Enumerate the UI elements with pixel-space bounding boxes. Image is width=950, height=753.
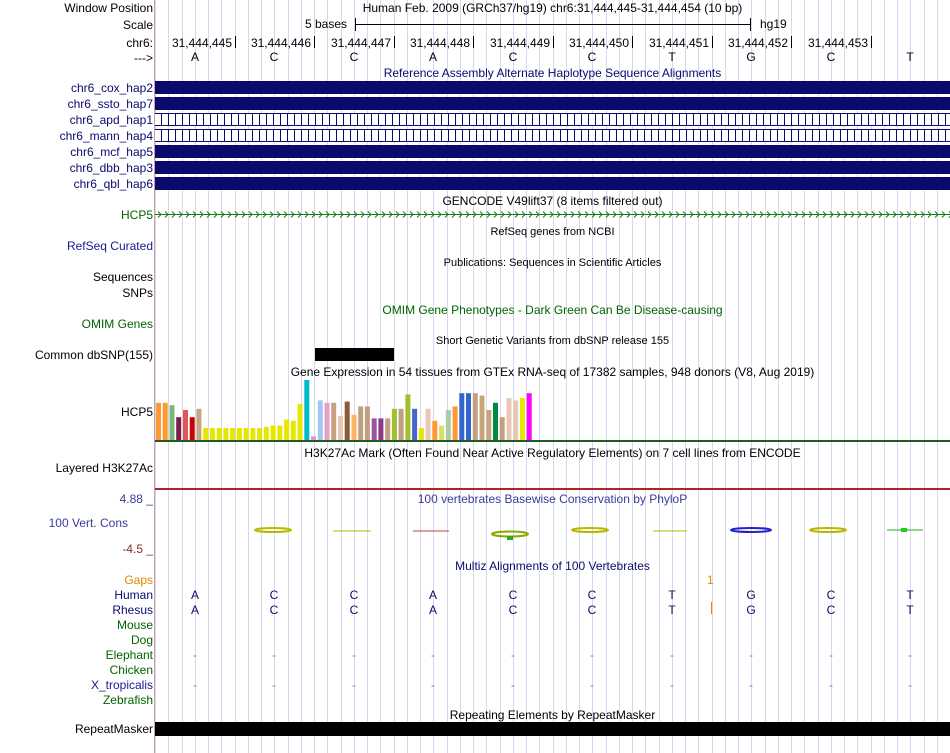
- gtex-tissue-bar[interactable]: [264, 427, 269, 440]
- gtex-tissue-bar[interactable]: [277, 426, 282, 440]
- alignment-base: C: [587, 603, 597, 617]
- reference-base: T: [668, 50, 676, 64]
- alignment-base: C: [349, 603, 359, 617]
- hap-bar-mann[interactable]: [155, 129, 950, 142]
- ruler-position: 31,444,450: [568, 36, 629, 50]
- phylop-mark-1: [255, 528, 291, 532]
- phylop-mark-5: [572, 528, 608, 532]
- hap-bar-ssto[interactable]: [155, 97, 950, 110]
- scale-bar-left: [355, 18, 356, 31]
- alignment-base: -: [749, 678, 753, 692]
- gtex-tissue-bar[interactable]: [405, 394, 410, 440]
- gtex-tissue-bar[interactable]: [331, 403, 336, 440]
- gtex-tissue-bar[interactable]: [358, 406, 363, 440]
- gtex-tissue-bar[interactable]: [493, 403, 498, 440]
- omim-label[interactable]: OMIM Genes: [81, 317, 153, 331]
- hap-label-apd[interactable]: chr6_apd_hap1: [69, 113, 153, 127]
- refseq-title[interactable]: RefSeq genes from NCBI: [490, 226, 615, 238]
- hap-label-ssto[interactable]: chr6_ssto_hap7: [67, 97, 153, 111]
- ruler-tick: [314, 36, 315, 48]
- gtex-tissue-bar[interactable]: [217, 428, 222, 440]
- gtex-tissue-bar[interactable]: [378, 418, 383, 440]
- gtex-tissue-bar[interactable]: [223, 428, 228, 440]
- gtex-tissue-bar[interactable]: [203, 428, 208, 440]
- species-label-mouse[interactable]: Mouse: [116, 618, 153, 632]
- reference-base: C: [269, 50, 279, 64]
- alignment-base: T: [906, 603, 914, 617]
- repeatmasker-title[interactable]: Repeating Elements by RepeatMasker: [449, 708, 656, 722]
- snps-label[interactable]: SNPs: [122, 286, 153, 300]
- ruler-position: 31,444,453: [807, 36, 868, 50]
- gtex-tissue-bar[interactable]: [513, 400, 518, 440]
- ruler-tick: [235, 36, 236, 48]
- gtex-tissue-bar[interactable]: [237, 428, 242, 440]
- ruler-position: 31,444,452: [727, 36, 788, 50]
- window-position-label: Window Position: [64, 1, 153, 15]
- phylop-mark-8: [810, 528, 846, 532]
- gtex-tissue-bar[interactable]: [392, 409, 397, 440]
- chrom-label: chr6:: [126, 36, 153, 50]
- hap-label-cox[interactable]: chr6_cox_hap2: [70, 81, 153, 95]
- alignment-base: -: [908, 648, 912, 662]
- gtex-tissue-bar[interactable]: [459, 393, 464, 440]
- gtex-tissue-bar[interactable]: [466, 393, 471, 440]
- alignment-base: C: [508, 588, 518, 602]
- multiz-title[interactable]: Multiz Alignments of 100 Vertebrates: [455, 559, 650, 573]
- conservation-label[interactable]: 100 Vert. Cons: [48, 516, 128, 530]
- conservation-title[interactable]: 100 vertebrates Basewise Conservation by PhyloP: [417, 492, 688, 506]
- gtex-tissue-bar[interactable]: [385, 418, 390, 440]
- gtex-tissue-bar[interactable]: [210, 428, 215, 440]
- gtex-tissue-bar[interactable]: [446, 410, 451, 440]
- reference-base: C: [508, 50, 518, 64]
- hap-label-mcf[interactable]: chr6_mcf_hap5: [70, 145, 153, 159]
- gtex-tissue-bar[interactable]: [318, 400, 323, 440]
- ruler-position: 31,444,447: [330, 36, 391, 50]
- gaps-label[interactable]: Gaps: [124, 573, 153, 587]
- alignment-base: C: [826, 603, 836, 617]
- ruler-tick: [553, 36, 554, 48]
- gtex-title[interactable]: Gene Expression in 54 tissues from GTEx RNA-seq of 17382 samples, 948 donors (V8, Aug 2019): [290, 365, 815, 379]
- scale-label: Scale: [122, 18, 153, 32]
- gtex-tissue-bar[interactable]: [325, 403, 330, 440]
- dbsnp-label[interactable]: Common dbSNP(155): [34, 348, 153, 362]
- alignment-base: -: [511, 648, 515, 662]
- gtex-tissue-bar[interactable]: [298, 404, 303, 440]
- alignment-base: T: [668, 603, 676, 617]
- h3k27ac-title[interactable]: H3K27Ac Mark (Often Found Near Active Regulatory Elements) on 7 cell lines from ENCODE: [304, 446, 801, 460]
- ruler-position: 31,444,449: [489, 36, 550, 50]
- reference-base: C: [587, 50, 597, 64]
- scale-text: 5 bases: [305, 17, 348, 31]
- window-position-title: Human Feb. 2009 (GRCh37/hg19) chr6:31,444,445-31,444,454 (10 bp): [362, 1, 743, 15]
- scale-bar: [355, 24, 750, 25]
- alt-haplotype-title[interactable]: Reference Assembly Alternate Haplotype Sequence Alignments: [383, 66, 722, 80]
- species-label-rhesus[interactable]: Rhesus: [112, 603, 153, 617]
- gencode-gene-label[interactable]: HCP5: [120, 208, 153, 222]
- ruler-position: 31,444,445: [171, 36, 232, 50]
- alignment-base: C: [826, 588, 836, 602]
- gtex-tissue-bar[interactable]: [338, 416, 343, 440]
- alignment-base: G: [746, 603, 756, 617]
- hap-label-mann[interactable]: chr6_mann_hap4: [59, 129, 153, 143]
- ruler-position: 31,444,451: [648, 36, 709, 50]
- gtex-tissue-bar[interactable]: [419, 428, 424, 440]
- gtex-tissue-bar[interactable]: [230, 428, 235, 440]
- gtex-tissue-bar[interactable]: [432, 421, 437, 440]
- hap-bar-mcf[interactable]: [155, 145, 950, 158]
- gtex-tissue-bar[interactable]: [257, 428, 262, 440]
- gtex-tissue-bar[interactable]: [284, 420, 289, 440]
- reference-base: T: [906, 50, 914, 64]
- alignment-base: C: [269, 603, 279, 617]
- strand-label: --->: [134, 51, 153, 65]
- species-label-dog[interactable]: Dog: [130, 633, 153, 647]
- ruler-tick: [791, 36, 792, 48]
- gtex-tissue-bar[interactable]: [500, 417, 505, 440]
- gap-marker: 1: [707, 573, 714, 587]
- phylop-mark-9b: [901, 528, 907, 532]
- reference-base: A: [190, 50, 199, 64]
- gtex-tissue-bar[interactable]: [520, 398, 525, 440]
- gtex-chart[interactable]: [155, 379, 950, 443]
- gtex-tissue-bar[interactable]: [507, 398, 512, 440]
- gtex-tissue-bar[interactable]: [250, 428, 255, 440]
- alignment-base: -: [590, 678, 594, 692]
- gtex-tissue-bar[interactable]: [291, 421, 296, 440]
- gtex-tissue-bar[interactable]: [176, 417, 181, 440]
- alignment-base: -: [670, 648, 674, 662]
- gtex-tissue-bar[interactable]: [196, 409, 201, 440]
- reference-base: C: [826, 50, 836, 64]
- refseq-label[interactable]: RefSeq Curated: [66, 239, 153, 253]
- alignment-base: A: [428, 603, 437, 617]
- alignment-base: -: [193, 648, 197, 662]
- rhesus-insertion: [711, 602, 712, 614]
- gtex-tissue-bar[interactable]: [190, 417, 195, 440]
- alignment-base: -: [829, 648, 833, 662]
- alignment-base: A: [190, 603, 199, 617]
- gtex-gene-label[interactable]: HCP5: [120, 405, 153, 419]
- gtex-tissue-bar[interactable]: [311, 436, 316, 440]
- h3k27ac-baseline: [155, 488, 950, 490]
- gtex-tissue-bar[interactable]: [527, 393, 532, 440]
- gtex-tissue-bar[interactable]: [372, 418, 377, 440]
- gtex-tissue-bar[interactable]: [439, 426, 444, 440]
- conservation-min: -4.5 _: [122, 542, 153, 556]
- gtex-tissue-bar[interactable]: [426, 409, 431, 440]
- alignment-base: A: [190, 588, 199, 602]
- species-label-zebrafish[interactable]: Zebrafish: [102, 693, 153, 707]
- hap-bar-cox[interactable]: [155, 81, 950, 94]
- scale-bar-right: [750, 18, 751, 31]
- ruler-position: 31,444,446: [250, 36, 311, 50]
- alignment-base: -: [272, 678, 276, 692]
- alignment-base: T: [668, 588, 676, 602]
- ruler-tick: [871, 36, 872, 48]
- alignment-base: G: [746, 588, 756, 602]
- gtex-tissue-bar[interactable]: [486, 410, 491, 440]
- phylop-mark-4b: [507, 536, 513, 540]
- alignment-base: -: [670, 678, 674, 692]
- hap-label-dbb[interactable]: chr6_dbb_hap3: [69, 161, 153, 175]
- phylop-mark-4: [492, 532, 528, 537]
- ruler-tick: [632, 36, 633, 48]
- repeatmasker-bar[interactable]: [155, 722, 950, 736]
- species-label-chicken[interactable]: Chicken: [109, 663, 153, 677]
- gtex-tissue-bar[interactable]: [399, 409, 404, 440]
- gtex-tissue-bar[interactable]: [156, 403, 161, 440]
- gtex-tissue-bar[interactable]: [412, 409, 417, 440]
- ruler-tick: [394, 36, 395, 48]
- gtex-tissue-bar[interactable]: [473, 393, 478, 440]
- alignment-base: -: [352, 678, 356, 692]
- conservation-max: 4.88 _: [119, 492, 153, 506]
- alignment-base: -: [431, 648, 435, 662]
- hap-bar-apd[interactable]: [155, 113, 950, 126]
- reference-base: A: [428, 50, 437, 64]
- dbsnp-title[interactable]: Short Genetic Variants from dbSNP release 155: [435, 335, 670, 347]
- alignment-base: -: [193, 678, 197, 692]
- alignment-base: -: [590, 648, 594, 662]
- gencode-title[interactable]: GENCODE V49lift37 (8 items filtered out): [442, 194, 663, 208]
- gencode-gene-line[interactable]: [155, 208, 950, 221]
- alignment-base: C: [269, 588, 279, 602]
- gtex-tissue-bar[interactable]: [365, 406, 370, 440]
- dbsnp-variant[interactable]: [315, 348, 394, 361]
- publications-title[interactable]: Publications: Sequences in Scientific Articles: [443, 257, 662, 269]
- alignment-base: C: [587, 588, 597, 602]
- omim-title[interactable]: OMIM Gene Phenotypes - Dark Green Can Be Disease-causing: [382, 303, 723, 317]
- alignment-base: A: [428, 588, 437, 602]
- hap-bar-qbl[interactable]: [155, 177, 950, 190]
- gtex-tissue-bar[interactable]: [163, 403, 168, 440]
- hap-label-qbl[interactable]: chr6_qbl_hap6: [73, 177, 153, 191]
- gtex-tissue-bar[interactable]: [345, 402, 350, 440]
- conservation-plot[interactable]: [155, 520, 950, 542]
- alignment-base: -: [829, 678, 833, 692]
- alignment-base: -: [908, 678, 912, 692]
- ruler-tick: [712, 36, 713, 48]
- hap-bar-dbb[interactable]: [155, 161, 950, 174]
- phylop-mark-7: [731, 528, 771, 532]
- gtex-tissue-bar[interactable]: [244, 428, 249, 440]
- gtex-tissue-bar[interactable]: [183, 410, 188, 440]
- gtex-tissue-bar[interactable]: [304, 380, 309, 440]
- alignment-base: -: [511, 678, 515, 692]
- species-label-elephant[interactable]: Elephant: [105, 648, 153, 662]
- reference-base: G: [746, 50, 756, 64]
- alignment-base: T: [906, 588, 914, 602]
- gtex-tissue-bar[interactable]: [170, 405, 175, 440]
- h3k27ac-label[interactable]: Layered H3K27Ac: [55, 461, 153, 475]
- repeatmasker-label[interactable]: RepeatMasker: [74, 722, 153, 736]
- species-label-human[interactable]: Human: [114, 588, 153, 602]
- publications-label[interactable]: Sequences: [92, 270, 153, 284]
- alignment-base: -: [272, 648, 276, 662]
- alignment-base: -: [749, 648, 753, 662]
- gtex-tissue-bar[interactable]: [271, 426, 276, 440]
- gencode-arrows: [155, 208, 950, 221]
- ruler-tick: [473, 36, 474, 48]
- gtex-tissue-bar[interactable]: [480, 396, 485, 440]
- ruler-position: 31,444,448: [409, 36, 470, 50]
- alignment-base: C: [349, 588, 359, 602]
- species-label-x_tropicalis[interactable]: X_tropicalis: [90, 678, 153, 692]
- alignment-base: -: [431, 678, 435, 692]
- alignment-base: -: [352, 648, 356, 662]
- assembly-label: hg19: [760, 17, 787, 31]
- gtex-tissue-bar[interactable]: [453, 406, 458, 440]
- gtex-tissue-bar[interactable]: [352, 415, 357, 440]
- reference-base: C: [349, 50, 359, 64]
- alignment-base: C: [508, 603, 518, 617]
